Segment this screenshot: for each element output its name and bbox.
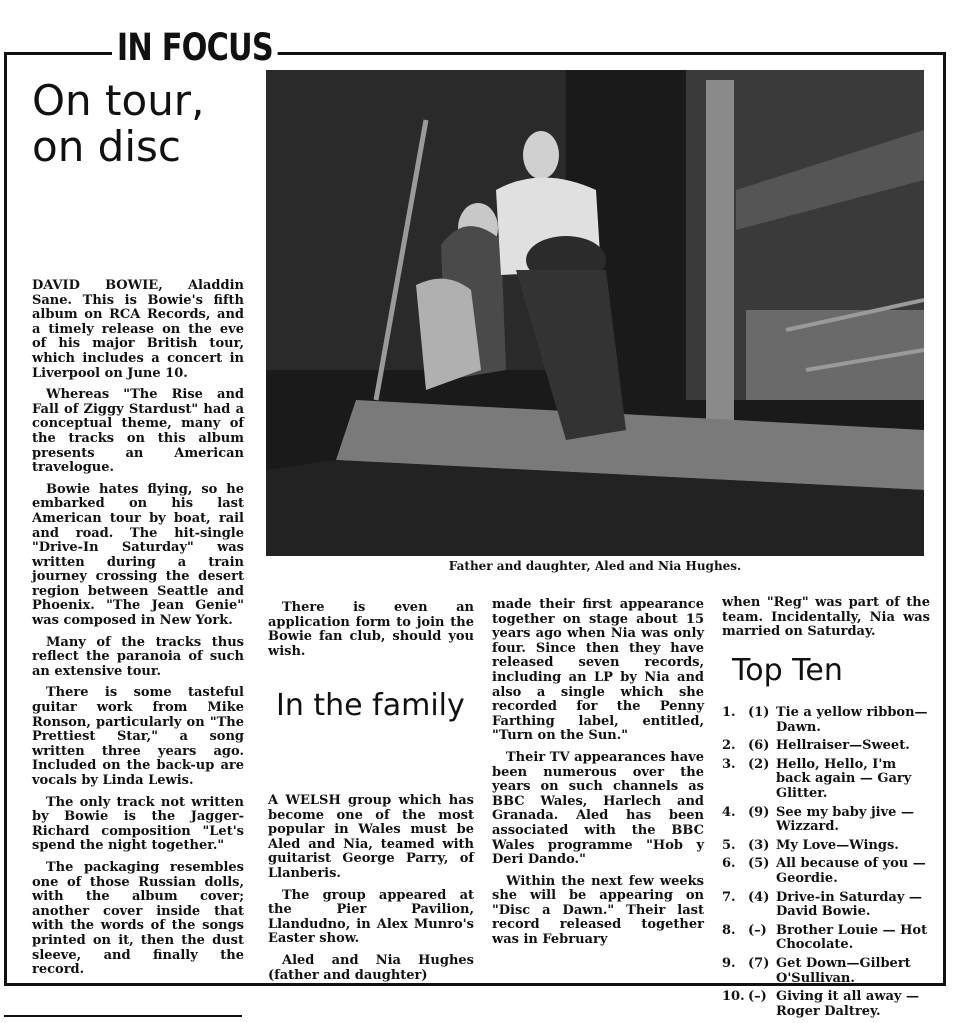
chart-song-title: See my baby jive —Wizzard. <box>776 804 914 835</box>
chart-entry <box>722 924 934 953</box>
bowie-paragraph: The only track not written by Bowie is the Jagger-Richard composition "Let's spend the night together." <box>32 794 244 854</box>
top-ten-headline: Top Ten <box>732 653 843 688</box>
bowie-paragraph: There is some tasteful guitar work from Mike Ronson, particularly on "The Prettiest Star," a song written three years ago. Included on the back-up are vocals by Linda Lewis. <box>32 685 244 788</box>
chart-previous-position: (1) <box>748 705 770 720</box>
chart-position: 6. <box>722 856 736 872</box>
bowie-column <box>32 279 244 985</box>
chart-entry <box>722 806 934 835</box>
family-column-1 <box>268 794 474 990</box>
chart-position: 5. <box>722 837 736 853</box>
chart-song-title: Drive-in Saturday —David Bowie. <box>776 889 922 920</box>
chart-entry <box>722 839 934 854</box>
chart-song-title: My Love—Wings. <box>776 837 899 853</box>
chart-previous-position: (4) <box>748 889 770 905</box>
chart-position: 1. <box>722 705 736 720</box>
chart-entry <box>722 891 934 920</box>
chart-previous-position: (9) <box>748 804 770 820</box>
bowie-lead-name: DAVID BOWIE, <box>32 278 163 293</box>
family-paragraph: Aled and Nia Hughes (father and daughter) <box>268 952 474 983</box>
family-column-3 <box>722 596 930 647</box>
chart-previous-position: (–) <box>748 922 767 938</box>
photo-illustration <box>266 70 924 556</box>
chart-song-title: Brother Louie — Hot Chocolate. <box>776 922 928 953</box>
chart-previous-position: (5) <box>748 856 770 872</box>
chart-entry <box>722 706 934 735</box>
bottom-rule <box>4 1015 242 1017</box>
chart-position: 4. <box>722 804 736 820</box>
chart-song-title: Tie a yellow ribbon—Dawn. <box>776 705 928 735</box>
bowie-paragraph: Many of the tracks thus reflect the paranoia of such an extensive tour. <box>32 634 244 679</box>
bowie-paragraph: The packaging resembles one of those Russian dolls, with the album cover; another cover inside that with the words of the songs printed on it, then the dust sleeve, and finally the record. <box>32 859 244 978</box>
chart-song-title: Get Down—Gilbert O'Sullivan. <box>776 955 911 986</box>
photo-aled-nia-hughes <box>266 70 924 556</box>
chart-position: 7. <box>722 889 736 905</box>
bowie-paragraph: Whereas "The Rise and Fall of Ziggy Stardust" had a conceptual theme, many of the tracks on this album presents an American travelogue. <box>32 387 244 476</box>
chart-song-title: Hellraiser—Sweet. <box>776 738 910 754</box>
top-ten-list <box>722 706 934 1023</box>
bowie-paragraph: Bowie hates flying, so he embarked on his last American tour by boat, rail and road. The hit-single "Drive-In Saturday" was written during a train journey crossing the desert region between Seattle and Phoenix. "The Jean Genie" was composed in New York. <box>32 481 244 629</box>
family-paragraph: Within the next few weeks she will be appearing on "Disc a Dawn." Their last record released together was in February <box>492 873 704 948</box>
bowie-headline: On tour, on disc <box>32 76 205 172</box>
chart-previous-position: (–) <box>748 989 767 1005</box>
chart-entry <box>722 758 934 802</box>
chart-entry <box>722 957 934 986</box>
chart-song-title: Giving it all away —Roger Daltrey. <box>776 989 920 1019</box>
chart-entry <box>722 857 934 886</box>
family-paragraph: made their first appearance together on stage about 15 years ago when Nia was only four. Since then they have released seven records, including an LP by Nia and also a single which she recorded for the Penny Farthing label, entitled, "Turn on the Sun." <box>492 597 704 744</box>
chart-previous-position: (2) <box>748 756 770 772</box>
bowie-continuation-column <box>268 601 474 666</box>
chart-previous-position: (6) <box>748 738 770 754</box>
chart-position: 8. <box>722 922 736 938</box>
chart-song-title: All because of you —Geordie. <box>776 856 926 886</box>
family-paragraph: Their TV appearances have been numerous over the years on such channels as BBC Wales, Harlech and Granada. Aled has been associated with the BBC Wales programme "Hob y Deri Dando." <box>492 749 704 868</box>
bowie-lead-text: Aladdin Sane. This is Bowie's fifth album on RCA Records, and a timely release on the eve of his major British tour, which includes a concert in Liverpool on June 10. <box>32 278 244 381</box>
chart-entry <box>722 990 934 1019</box>
chart-position: 2. <box>722 738 736 754</box>
family-column-2 <box>492 598 704 955</box>
section-masthead: IN FOCUS <box>112 26 278 70</box>
bowie-continuation: There is even an application form to join the Bowie fan club, should you wish. <box>268 600 474 659</box>
chart-position: 9. <box>722 955 736 971</box>
chart-previous-position: (3) <box>748 837 770 853</box>
family-paragraph: when "Reg" was part of the team. Incidentally, Nia was married on Saturday. <box>722 595 930 640</box>
bowie-lead-paragraph <box>32 279 244 381</box>
photo-caption: Father and daughter, Aled and Nia Hughes. <box>448 559 742 573</box>
family-headline: In the family <box>276 688 465 723</box>
chart-entry <box>722 739 934 754</box>
family-paragraph: A WELSH group which has become one of the most popular in Wales must be Aled and Nia, teamed with guitarist George Parry, of Llanberis. <box>268 793 474 881</box>
family-paragraph: The group appeared at the Pier Pavilion, Llandudno, in Alex Munro's Easter show. <box>268 887 474 947</box>
chart-song-title: Hello, Hello, I'm back again — Gary Glitter. <box>776 756 912 801</box>
chart-position: 3. <box>722 756 736 772</box>
chart-position: 10. <box>722 989 745 1005</box>
chart-previous-position: (7) <box>748 955 770 971</box>
